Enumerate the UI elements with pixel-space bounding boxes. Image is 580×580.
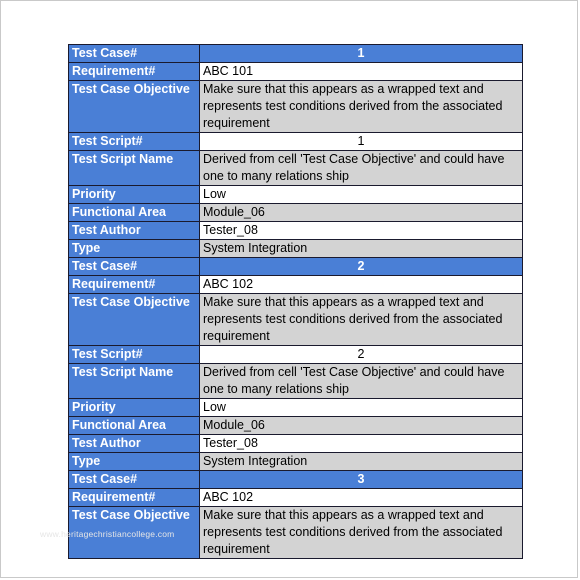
watermark-text: www.heritagechristiancollege.com [40, 529, 175, 539]
value-test-case[interactable]: 1 [200, 45, 523, 63]
label-functional-area: Functional Area [69, 417, 200, 435]
label-objective: Test Case Objective [69, 294, 200, 346]
label-test-case: Test Case# [69, 258, 200, 276]
label-objective: Test Case Objective [69, 81, 200, 133]
label-type: Type [69, 240, 200, 258]
label-test-script-name: Test Script Name [69, 151, 200, 186]
value-objective[interactable]: Make sure that this appears as a wrapped text and represents test conditions derived from the associated requirement [200, 294, 523, 346]
table-row [69, 453, 523, 471]
value-test-case[interactable]: 2 [200, 258, 523, 276]
value-requirement[interactable]: ABC 102 [200, 276, 523, 294]
value-objective[interactable]: Make sure that this appears as a wrapped text and represents test conditions derived from the associated requirement [200, 507, 523, 559]
value-test-case[interactable]: 3 [200, 471, 523, 489]
value-functional-area[interactable]: Module_06 [200, 204, 523, 222]
table-row [69, 63, 523, 81]
table-row [69, 186, 523, 204]
table-row [69, 276, 523, 294]
table-row [69, 435, 523, 453]
test-case-table [68, 44, 523, 559]
label-priority: Priority [69, 399, 200, 417]
label-test-case: Test Case# [69, 471, 200, 489]
value-type[interactable]: System Integration [200, 240, 523, 258]
value-priority[interactable]: Low [200, 399, 523, 417]
table-row [69, 399, 523, 417]
label-test-script-name: Test Script Name [69, 364, 200, 399]
value-functional-area[interactable]: Module_06 [200, 417, 523, 435]
value-test-script-name[interactable]: Derived from cell 'Test Case Objective' and could have one to many relations ship [200, 151, 523, 186]
value-objective[interactable]: Make sure that this appears as a wrapped text and represents test conditions derived from the associated requirement [200, 81, 523, 133]
table-row [69, 204, 523, 222]
table-row [69, 133, 523, 151]
label-requirement: Requirement# [69, 63, 200, 81]
label-test-author: Test Author [69, 222, 200, 240]
label-functional-area: Functional Area [69, 204, 200, 222]
test-case-sheet [68, 44, 523, 556]
table-row [69, 346, 523, 364]
value-test-script[interactable]: 2 [200, 346, 523, 364]
table-row [69, 364, 523, 399]
label-type: Type [69, 453, 200, 471]
table-row [69, 81, 523, 133]
table-row [69, 240, 523, 258]
value-priority[interactable]: Low [200, 186, 523, 204]
value-requirement[interactable]: ABC 101 [200, 63, 523, 81]
label-requirement: Requirement# [69, 276, 200, 294]
table-row [69, 417, 523, 435]
value-test-author[interactable]: Tester_08 [200, 222, 523, 240]
label-test-case: Test Case# [69, 45, 200, 63]
table-row [69, 294, 523, 346]
label-test-script: Test Script# [69, 346, 200, 364]
table-row [69, 489, 523, 507]
table-row [69, 222, 523, 240]
label-test-author: Test Author [69, 435, 200, 453]
value-test-script-name[interactable]: Derived from cell 'Test Case Objective' and could have one to many relations ship [200, 364, 523, 399]
value-test-script[interactable]: 1 [200, 133, 523, 151]
table-row [69, 258, 523, 276]
value-requirement[interactable]: ABC 102 [200, 489, 523, 507]
value-test-author[interactable]: Tester_08 [200, 435, 523, 453]
label-objective: Test Case Objective [69, 507, 200, 559]
label-requirement: Requirement# [69, 489, 200, 507]
table-row [69, 471, 523, 489]
value-type[interactable]: System Integration [200, 453, 523, 471]
label-test-script: Test Script# [69, 133, 200, 151]
table-row [69, 151, 523, 186]
table-row [69, 45, 523, 63]
label-priority: Priority [69, 186, 200, 204]
